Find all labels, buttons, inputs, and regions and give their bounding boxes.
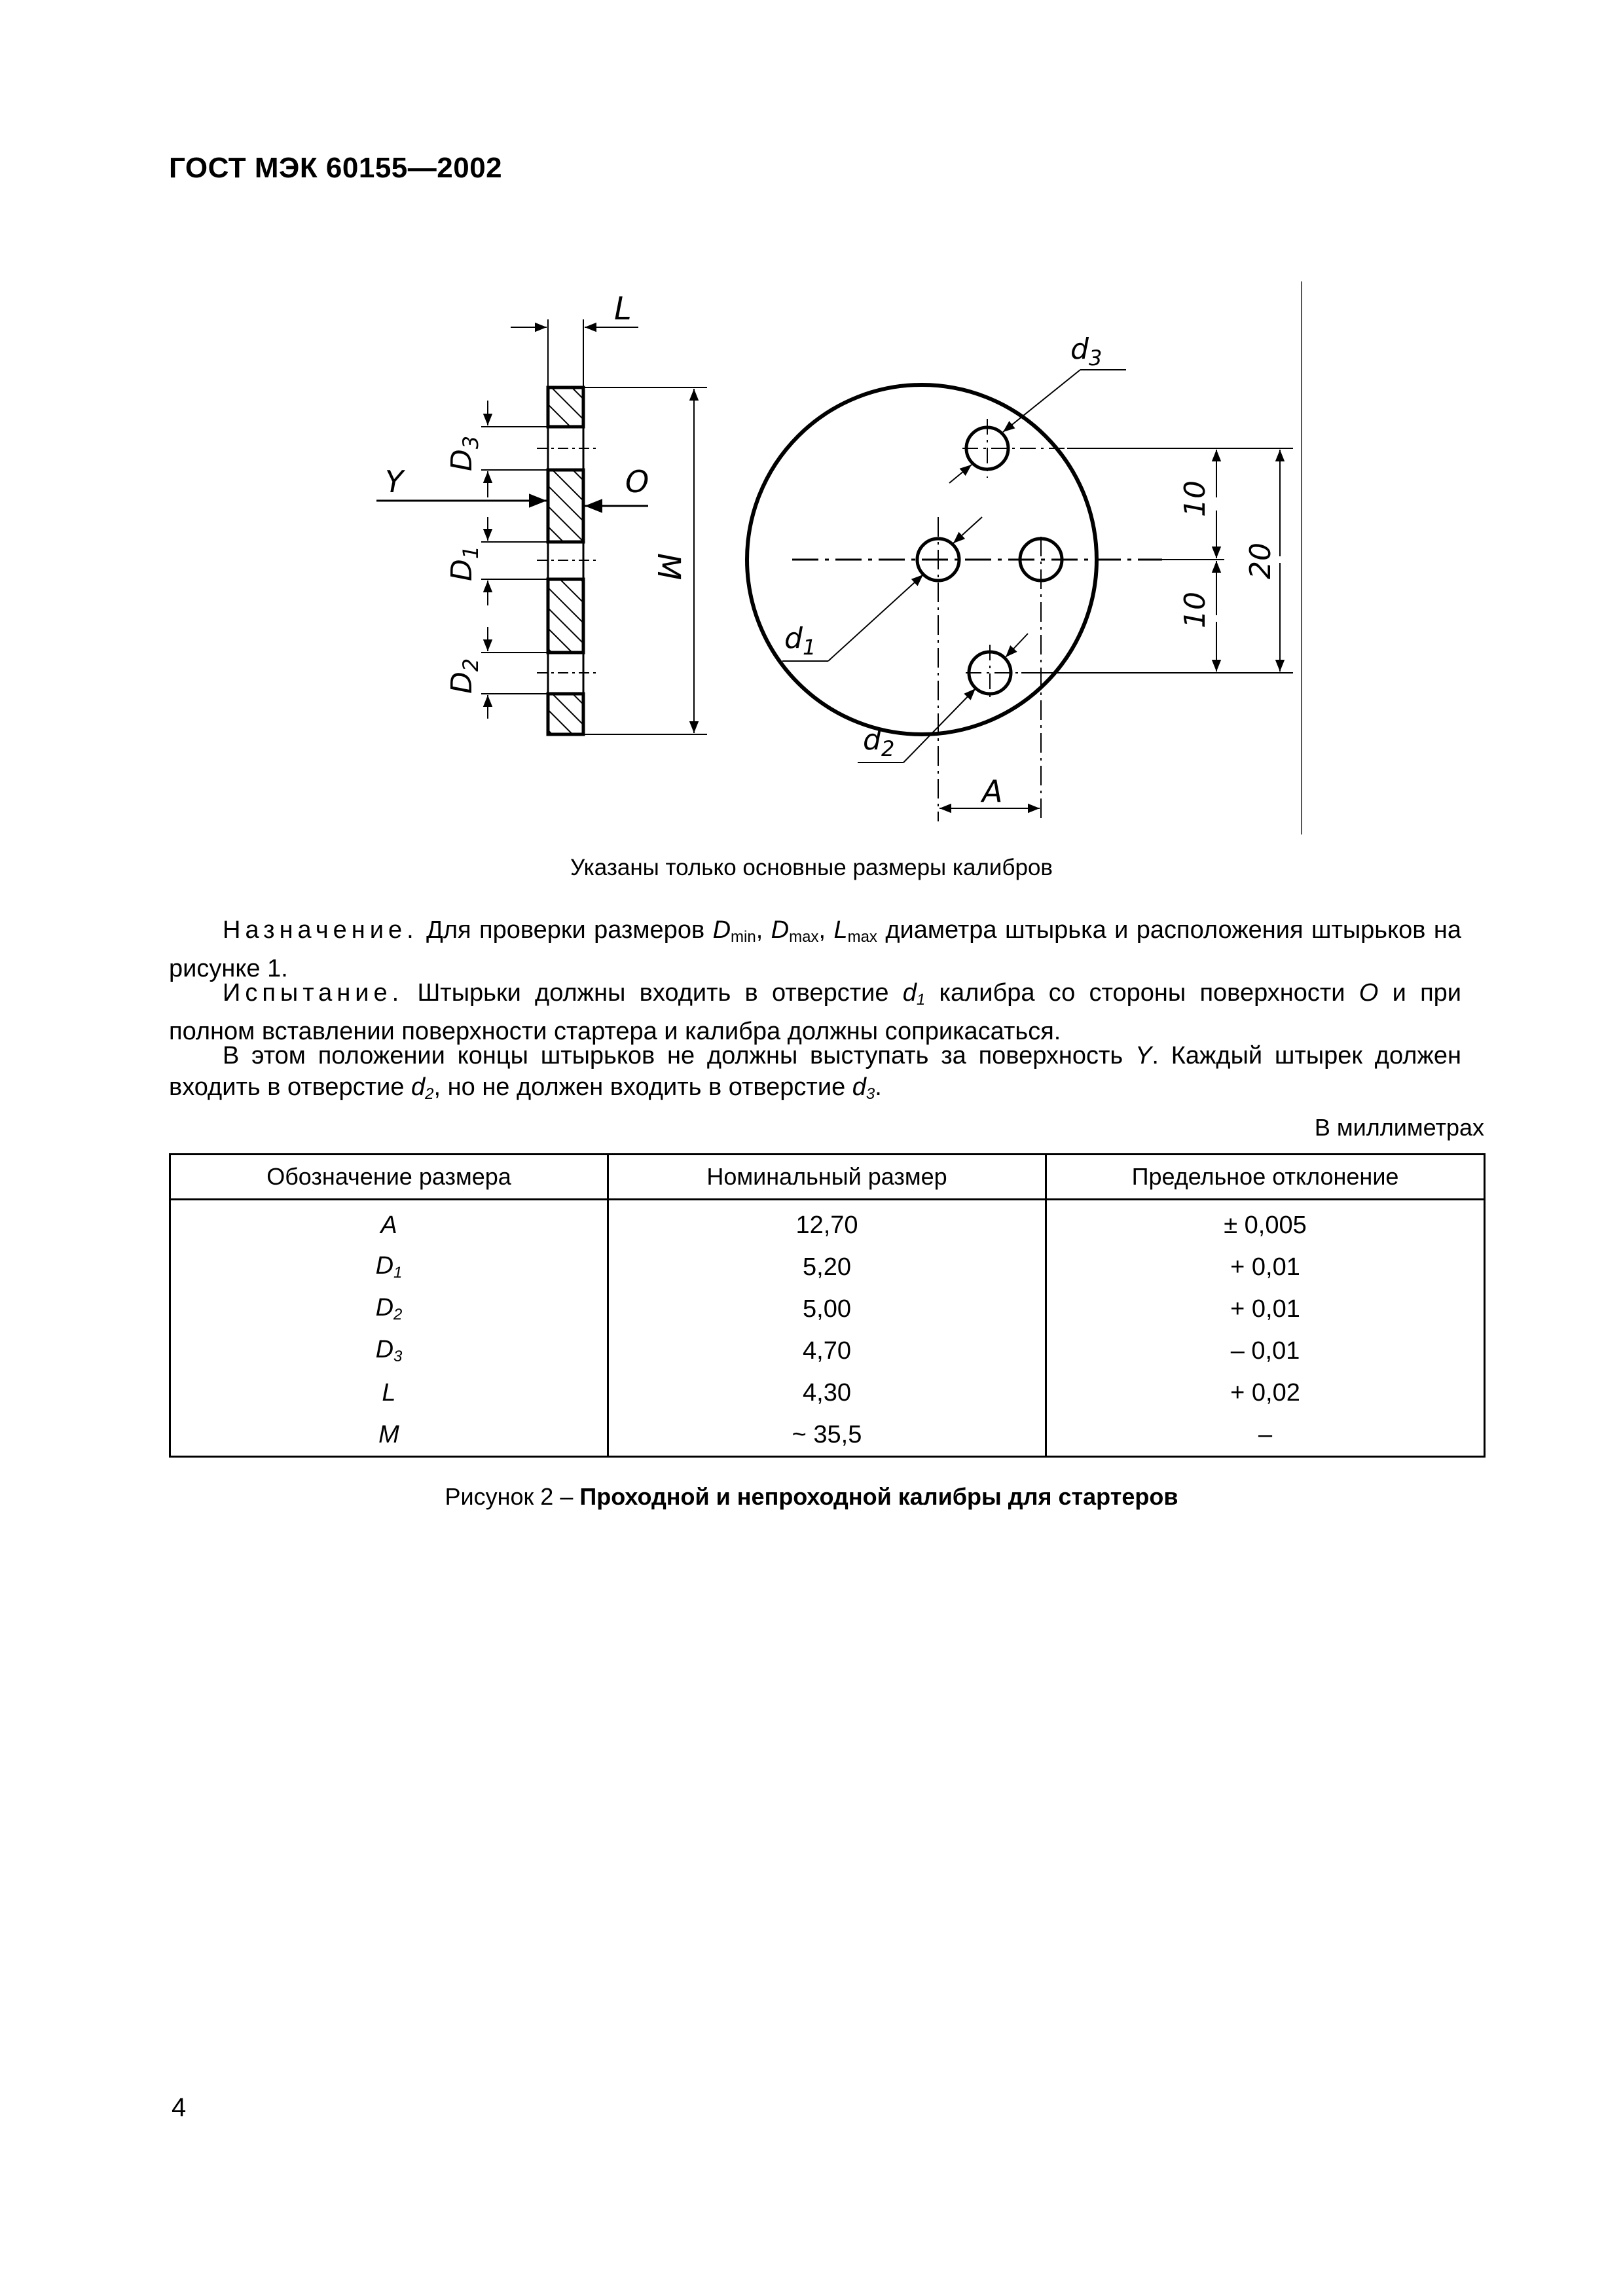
table-row: D3 4,70 – 0,01 [170,1330,1485,1372]
header-tolerance: Предельное отклонение [1046,1155,1485,1200]
dimensions-table [169,1153,1486,1458]
label-d3: $d_3$ [1070,332,1103,370]
front-disc-view [747,281,1302,834]
label-dim-10-lower: 10 [1178,592,1212,628]
label-O: O [625,464,649,499]
section-segment-top [548,387,583,427]
purpose-lead: Назначение. [223,916,418,944]
table-row: L 4,30 + 0,02 [170,1372,1485,1414]
test-lead: Испытание. [223,979,404,1007]
paragraph-purpose: Назначение. Для проверки размеров $D_{min}$, $D_{max}$, $L_{max}$ диаметра штырька и расположения штырьков на рисунке 1. [169,916,1461,982]
drawing-caption: Указаны только основные размеры калибров [570,855,1053,880]
header-designation: Обозначение размера [170,1155,608,1200]
header-nominal: Номинальный размер [608,1155,1046,1200]
paragraph-position: В этом положении концы штырьков не должны выступать за поверхность Y. Каждый штырек должен входить в отверстие d2, но не должен входить в отверстие d3. [169,1042,1461,1103]
page-number: 4 [172,2093,187,2122]
label-dim-20: 20 [1244,543,1277,579]
table-row: D1 5,20 + 0,01 [170,1246,1485,1288]
label-M: M [650,553,687,581]
paragraph-test: Испытание. Штырьки должны входить в отверстие d1 калибра со стороны поверхности O и при полном вставлении поверхности стартера и калибра должны соприкасаться. [169,979,1462,1045]
table-units-note: В миллиметрах [1314,1114,1484,1141]
gauge-drawing [0,0,1623,851]
label-D2: $D_2$ [445,658,483,694]
side-section-view [376,291,707,734]
label-Y: Y [385,464,404,499]
label-d1: $d_1$ [784,622,816,660]
document-header-title: ГОСТ МЭК 60155—2002 [169,152,503,184]
table-row: D2 5,00 + 0,01 [170,1288,1485,1330]
table-row: A 12,70 ± 0,005 [170,1200,1485,1247]
section-segment-bottom [548,694,583,734]
figure-caption: Рисунок 2 – Проходной и непроходной калибры для стартеров [445,1483,1178,1510]
label-D3: $D_3$ [445,435,483,471]
label-dim-10-upper: 10 [1178,480,1212,517]
label-D1: $D_1$ [445,545,483,581]
section-segment-lower [548,579,583,653]
section-segment-upper [548,470,583,542]
label-L: L [614,291,632,327]
table-row: M ~ 35,5 – [170,1414,1485,1457]
label-d2: $d_2$ [863,723,895,761]
label-A: A [982,774,1003,809]
table-header-row [170,1155,1485,1200]
